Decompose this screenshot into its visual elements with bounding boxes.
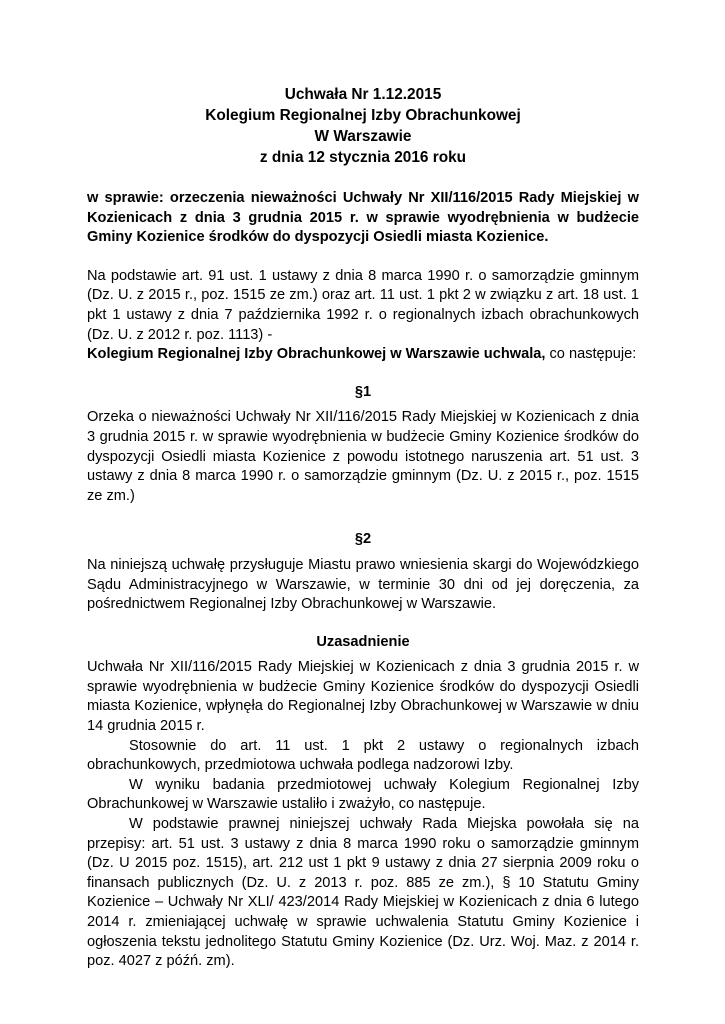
justification-paragraph-4: W podstawie prawnej niniejszej uchwały Rada Miejska powołała się na przepisy: art. 51 ust. 3 ustawy z dnia 8 marca 1990 roku o samorządzie gminnym (Dz. U 2015 poz. 1515), art. 212 ust 1 pkt 9 ustawy z dnia 27 sierpnia 2009 roku o finansach publicznych (Dz. U. z 2013 r. poz. 885 ze zm.), § 10 Statutu Gminy Kozienice – Uchwały Nr XLI/ 423/2014 Rady Miejskiej w Kozienicach z dnia 6 lutego 2014 r. zmieniającej uchwałę w sprawie uchwalenia Statutu Gminy Kozienice i ogłoszenia tekstu jednolitego Statutu Gminy Kozienice (Dz. Urz. Woj. Maz. z 2014 r. poz. 4027 z późń. zm). (87, 816, 639, 970)
justification-paragraph-2: Stosownie do art. 11 ust. 1 pkt 2 ustawy o regionalnych izbach obrachunkowych, przedmiotowa uchwała podlega nadzorowi Izby. (87, 737, 639, 774)
council-resolves-bold: Kolegium Regionalnej Izby Obrachunkowej w Warszawie uchwala, (87, 346, 546, 363)
justification-paragraph-3: W wyniku badania przedmiotowej uchwały Kolegium Regionalnej Izby Obrachunkowej w Warszawie ustaliło i zważyło, co następuje. (87, 776, 639, 813)
justification-heading: Uzasadnienie (316, 633, 410, 650)
resolution-subject: w sprawie: orzeczenia nieważności Uchwały Nr XII/116/2015 Rady Miejskiej w Kozienicach z dnia 3 grudnia 2015 r. w sprawie wyodrębnienia w budżecie Gminy Kozienice środków do dyspozycji Osiedli miasta Kozienice. (87, 190, 639, 246)
title-issuer: Kolegium Regionalnej Izby Obrachunkowej (205, 107, 521, 124)
section-2-heading: §2 (354, 531, 372, 548)
council-resolves-line (87, 345, 639, 365)
document-title (87, 84, 639, 168)
title-location: W Warszawie (314, 128, 412, 145)
council-resolves-rest: co następuje: (545, 346, 637, 363)
justification-paragraph-1: Uchwała Nr XII/116/2015 Rady Miejskiej w Kozienicach z dnia 3 grudnia 2015 r. w sprawie wyodrębnienia w budżecie Gminy Kozienice środków do dyspozycji Osiedli miasta Kozienice, wpłynęła do Regionalnej Izby Obrachunkowej w Warszawie w dniu 14 grudnia 2015 r. (87, 659, 639, 735)
legal-basis: Na podstawie art. 91 ust. 1 ustawy z dnia 8 marca 1990 r. o samorządzie gminnym (Dz. U. z 2015 r., poz. 1515 ze zm.) oraz art. 11 ust. 1 pkt 2 w związku z art. 18 ust. 1 pkt 1 ustawy z dnia 7 października 1992 r. o regionalnych izbach obrachunkowych (Dz. U. z 2012 r. poz. 1113) - (87, 267, 639, 343)
section-1-text: Orzeka o nieważności Uchwały Nr XII/116/2015 Rady Miejskiej w Kozienicach z dnia 3 grudnia 2015 r. w sprawie wyodrębnienia w budżecie Gminy Kozienice środków do dyspozycji Osiedli miasta Kozienice z powodu istotnego naruszenia art. 51 ust. 3 ustawy z dnia 8 marca 1990 r. o samorządzie gminnym (Dz. U. z 2015 r., poz. 1515 ze zm.) (87, 409, 639, 504)
title-resolution-number: Uchwała Nr 1.12.2015 (284, 86, 442, 103)
document-page (87, 84, 639, 972)
title-date: z dnia 12 stycznia 2016 roku (259, 149, 467, 166)
section-2-text: Na niniejszą uchwałę przysługuje Miastu prawo wniesienia skargi do Wojewódzkiego Sądu Administracyjnego w Warszawie, w terminie 30 dni od jej doręczenia, za pośrednictwem Regionalnej Izby Obrachunkowej w Warszawie. (87, 556, 639, 613)
section-1-heading: §1 (354, 383, 372, 400)
